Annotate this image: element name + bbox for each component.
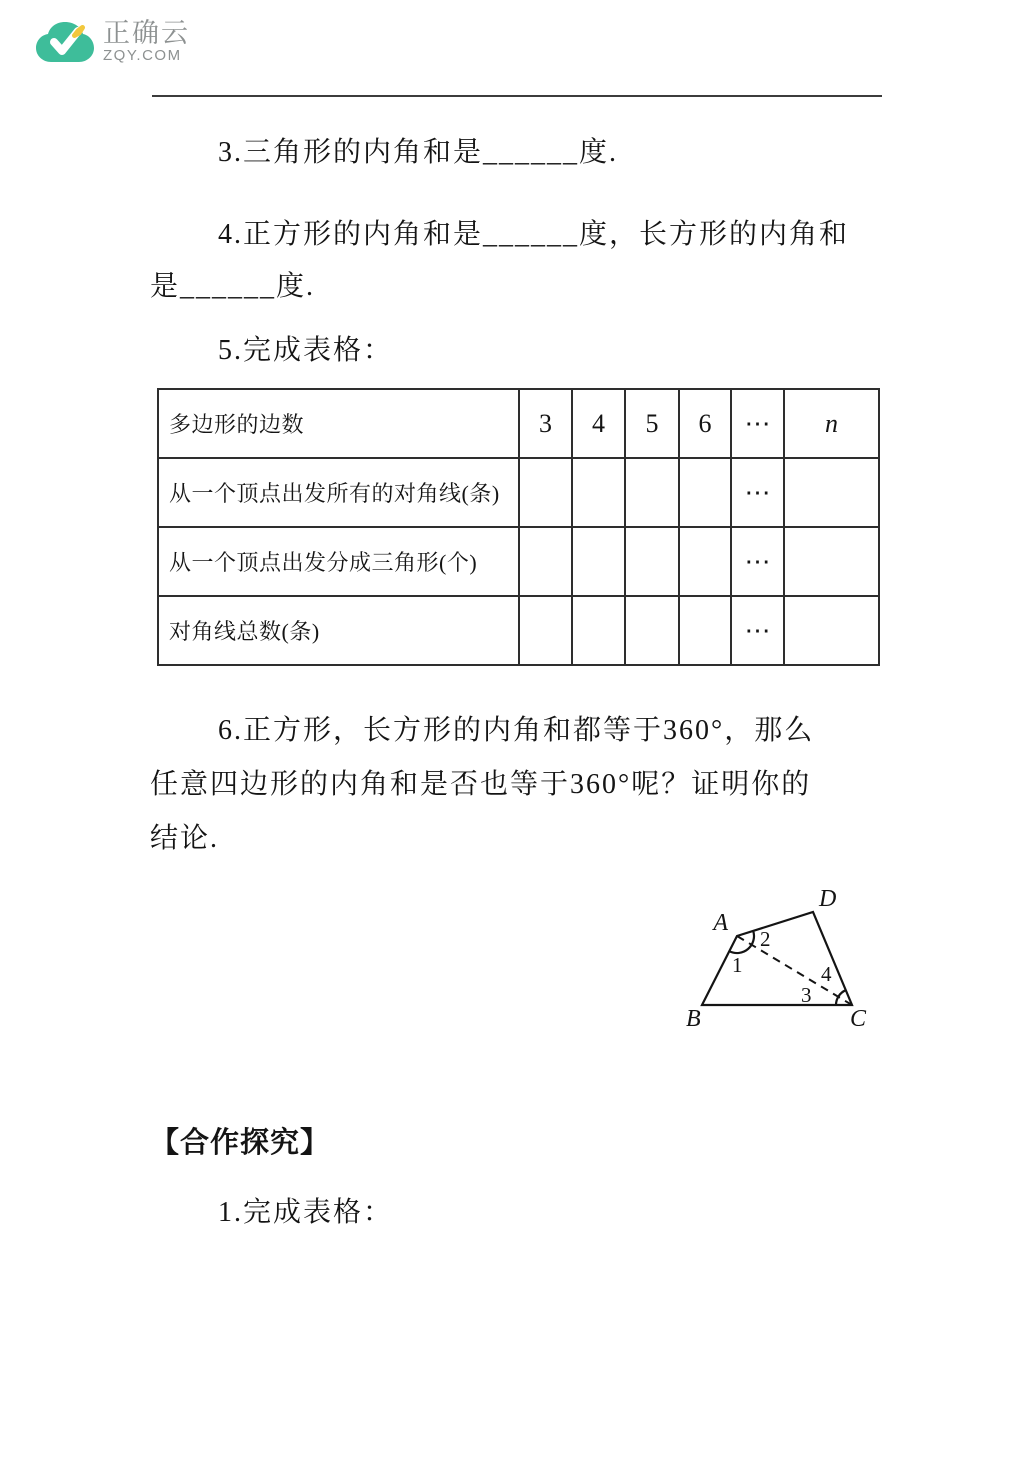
polygon-table-body bbox=[158, 389, 879, 665]
table-cell bbox=[519, 596, 572, 665]
table-cell bbox=[679, 527, 731, 596]
table-cell bbox=[625, 527, 679, 596]
table-cell: n bbox=[784, 389, 879, 458]
brand-domain: ZQY.COM bbox=[103, 46, 182, 64]
cloud-check-icon bbox=[34, 14, 96, 68]
table-cell: 6 bbox=[679, 389, 731, 458]
polygon-table bbox=[157, 388, 880, 666]
question-6-line3: 结论. bbox=[150, 823, 220, 854]
quadrilateral-diagram bbox=[678, 886, 883, 1036]
question-6-line1: 6.正方形，长方形的内角和都等于360°，那么 bbox=[218, 715, 815, 746]
angle-label-2: 2 bbox=[760, 927, 771, 951]
table-cell bbox=[572, 596, 625, 665]
table-row bbox=[158, 389, 879, 458]
vertex-label-a: A bbox=[713, 910, 728, 936]
brand-logo bbox=[34, 14, 190, 68]
table-cell bbox=[679, 458, 731, 527]
question-3: 3.三角形的内角和是______度. bbox=[218, 137, 619, 168]
table-cell: 5 bbox=[625, 389, 679, 458]
table-cell bbox=[679, 596, 731, 665]
table-cell bbox=[572, 458, 625, 527]
question-4-line1: 4.正方形的内角和是______度，长方形的内角和 bbox=[218, 219, 850, 250]
header-divider bbox=[152, 95, 882, 97]
table-cell: ⋯ bbox=[731, 458, 784, 527]
table-cell: 3 bbox=[519, 389, 572, 458]
table-cell: ⋯ bbox=[731, 389, 784, 458]
table-cell bbox=[519, 527, 572, 596]
brand-name: 正确云 bbox=[103, 17, 190, 48]
table-row bbox=[158, 527, 879, 596]
vertex-label-b: B bbox=[686, 1006, 701, 1032]
question-6-line2: 任意四边形的内角和是否也等于360°呢？证明你的 bbox=[150, 769, 812, 800]
section2-question-1: 1.完成表格： bbox=[218, 1197, 394, 1228]
table-cell bbox=[625, 596, 679, 665]
angle-label-4: 4 bbox=[821, 962, 832, 986]
table-cell bbox=[784, 596, 879, 665]
table-cell bbox=[784, 527, 879, 596]
table-cell: ⋯ bbox=[731, 527, 784, 596]
table-row-label: 对角线总数(条) bbox=[158, 596, 519, 665]
table-cell: ⋯ bbox=[731, 596, 784, 665]
question-5: 5.完成表格： bbox=[218, 335, 394, 366]
table-row-label: 从一个顶点出发分成三角形(个) bbox=[158, 527, 519, 596]
vertex-label-d: D bbox=[819, 886, 837, 912]
table-cell bbox=[784, 458, 879, 527]
table-row-label: 多边形的边数 bbox=[158, 389, 519, 458]
table-cell bbox=[519, 458, 572, 527]
angle-label-3: 3 bbox=[801, 983, 812, 1007]
angle-label-1: 1 bbox=[732, 953, 743, 977]
section-header-cooperative-inquiry: 【合作探究】 bbox=[150, 1127, 331, 1159]
table-cell bbox=[572, 527, 625, 596]
vertex-label-c: C bbox=[850, 1006, 867, 1032]
table-cell bbox=[625, 458, 679, 527]
question-4-line2: 是______度. bbox=[150, 271, 316, 302]
table-row bbox=[158, 596, 879, 665]
table-row bbox=[158, 458, 879, 527]
table-row-label: 从一个顶点出发所有的对角线(条) bbox=[158, 458, 519, 527]
table-cell: 4 bbox=[572, 389, 625, 458]
